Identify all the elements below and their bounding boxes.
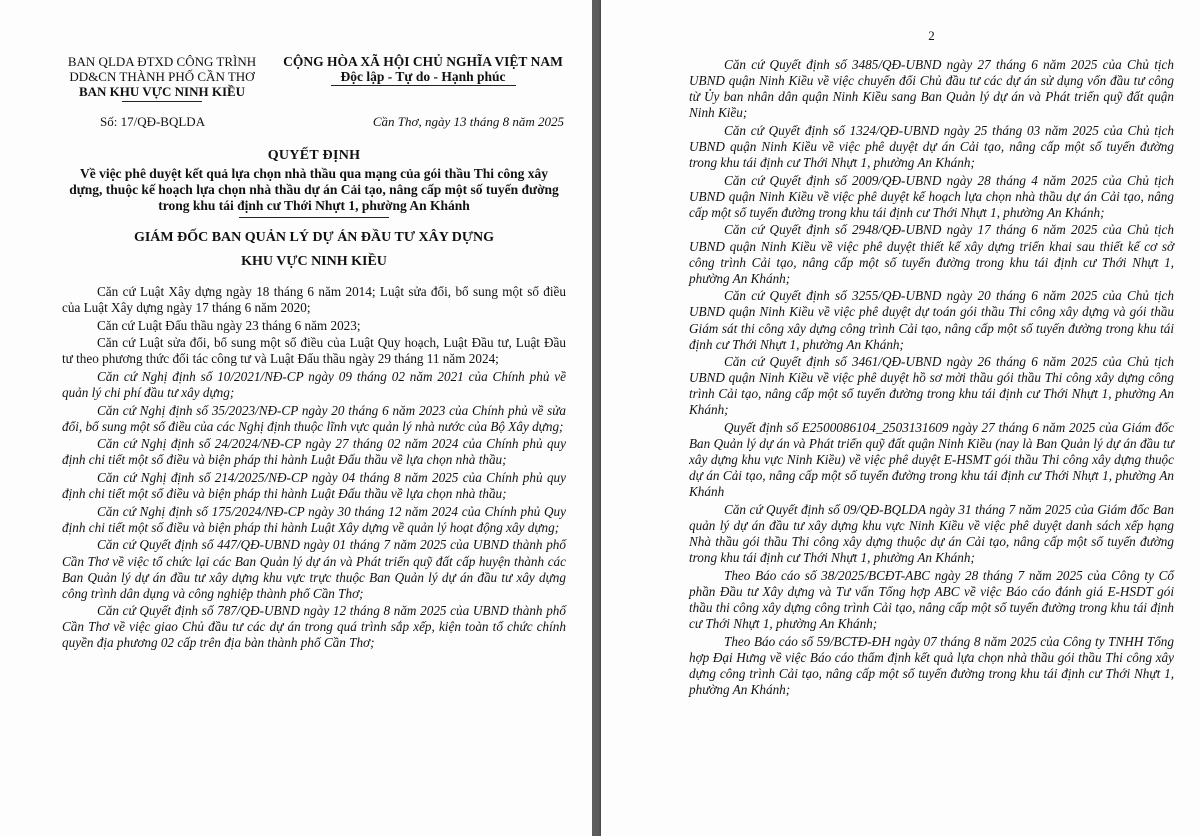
legal-basis-list: [62, 284, 566, 652]
subject-underline: [239, 217, 389, 218]
document-number: Số: 17/QĐ-BQLDA: [100, 114, 206, 129]
legal-basis-item: Căn cứ Nghị định số 175/2024/NĐ-CP ngày 30 tháng 12 năm 2024 của Chính phủ Quy định chi tiết một số điều và biện pháp thi hành Luật Xây dựng về quản lý hoạt động xây dựng;: [62, 503, 566, 535]
issuing-organization: [62, 54, 262, 102]
document-meta: [62, 114, 566, 130]
legal-basis-item: Căn cứ Quyết định số 2948/QĐ-UBND ngày 17 tháng 6 năm 2025 của Chủ tịch UBND quận Ninh Kiều về việc phê duyệt thiết kế xây dựng triển khai sau thiết kế cơ sở công trình Cải tạo, nâng cấp một số tuyến đường trong khu tái định cư Thới Nhựt 1, phường An Khánh;: [689, 222, 1174, 286]
document-page-2: [601, 0, 1200, 836]
document-subject: Về việc phê duyệt kết quả lựa chọn nhà thầu qua mạng của gói thầu Thi công xây dựng, thuộc kế hoạch lựa chọn nhà thầu dự án Cải tạo, nâng cấp một số tuyến đường trong khu tái định cư Thới Nhựt 1, phường An Khánh: [69, 166, 559, 213]
legal-basis-item: Căn cứ Nghị định số 35/2023/NĐ-CP ngày 20 tháng 6 năm 2023 của Chính phủ về sửa đổi, bổ sung một số điều của các Nghị định thuộc lĩnh vực quản lý nhà nước của Bộ Xây dựng;: [62, 402, 566, 434]
legal-basis-item: Theo Báo cáo số 59/BCTĐ-ĐH ngày 07 tháng 8 năm 2025 của Công ty TNHH Tổng hợp Đại Hưng về việc Báo cáo thẩm định kết quả lựa chọn nhà thầu gói thầu Thi công xây dựng công trình Cải tạo, nâng cấp một số tuyến đường trong khu tái định cư Thới Nhựt 1, phường An Khánh;: [689, 633, 1174, 698]
legal-basis-item: Căn cứ Luật Đấu thầu ngày 23 tháng 6 năm 2023;: [97, 317, 361, 333]
nation-name: CỘNG HÒA XÃ HỘI CHỦ NGHĨA VIỆT NAM: [283, 54, 563, 69]
legal-basis-item: Căn cứ Luật sửa đổi, bổ sung một số điều của Luật Quy hoạch, Luật Đầu tư, Luật Đầu tư theo phương thức đối tác công tư và Luật Đấu thầu ngày 29 tháng 11 năm 2024;: [62, 335, 566, 367]
document-header: [62, 54, 566, 102]
legal-basis-item: Căn cứ Nghị định số 214/2025/NĐ-CP ngày 04 tháng 8 năm 2025 của Chính phủ quy định chi tiết một số điều và biện pháp thi hành Luật Đấu thầu về lựa chọn nhà thầu;: [62, 470, 566, 502]
org-underline: [122, 101, 202, 102]
legal-basis-item: Căn cứ Nghị định số 24/2024/NĐ-CP ngày 27 tháng 02 năm 2024 của Chính phủ quy định chi tiết một số điều và biện pháp thi hành Luật Đấu thầu về lựa chọn nhà thầu;: [62, 436, 566, 468]
legal-basis-item: Căn cứ Quyết định số 447/QĐ-UBND ngày 01 tháng 7 năm 2025 của UBND thành phố Cần Thơ về việc tổ chức lại các Ban Quản lý dự án và Phát triển quỹ đất cấp huyện thành các Ban Quản lý dự án đầu tư xây dựng khu vực trực thuộc Ban Quản lý dự án đầu tư xây dựng công trình dân dụng và công nghiệp thành phố Cần Thơ;: [62, 537, 566, 601]
page-number: 2: [928, 28, 935, 43]
document-page-1: [0, 0, 592, 836]
national-title: [280, 54, 566, 102]
page-gap: [592, 0, 601, 836]
org-line-3: BAN KHU VỰC NINH KIỀU: [78, 84, 246, 99]
legal-basis-item: Quyết định số E2500086104_2503131609 ngày 27 tháng 6 năm 2025 của Giám đốc Ban Quản lý dự án và Phát triển quỹ đất quận Ninh Kiều (nay là Ban Quản lý dự án đầu tư xây dựng khu vực Ninh Kiều) về việc phê duyệt E-HSMT gói thầu Thi công xây dựng thuộc dự án Cải tạo, nâng cấp một số tuyến đường trong khu tái định cư Thới Nhựt 1, phường An Khánh: [689, 420, 1174, 500]
place-date: Cần Thơ, ngày 13 tháng 8 năm 2025: [372, 114, 564, 129]
legal-basis-item: Theo Báo cáo số 38/2025/BCĐT-ABC ngày 28 tháng 7 năm 2025 của Công ty Cổ phần Đầu tư Xây dựng và Tư vấn Tổng hợp ABC về việc Báo cáo đánh giá E-HSDT gói thầu thi công xây dựng công trình Cải tạo, nâng cấp một số tuyến đường trong khu tái định cư Thới Nhựt 1, phường An Khánh;: [689, 567, 1174, 632]
org-line-2: DD&CN THÀNH PHỐ CẦN THƠ: [69, 69, 255, 84]
legal-basis-item: Căn cứ Luật Xây dựng ngày 18 tháng 6 năm 2014; Luật sửa đổi, bổ sung một số điều của Luật Xây dựng ngày 17 tháng 6 năm 2020;: [62, 284, 566, 316]
authority-line-2: KHU VỰC NINH KIỀU: [241, 254, 387, 269]
legal-basis-item: Căn cứ Quyết định số 787/QĐ-UBND ngày 12 tháng 8 năm 2025 của UBND thành phố Cần Thơ về việc giao Chủ đầu tư các dự án trong quá trình sắp xếp, kiện toàn tổ chức chính quyền địa phương 02 cấp trên địa bàn thành phố Cần Thơ;: [62, 603, 566, 651]
legal-basis-item: Căn cứ Quyết định số 3255/QĐ-UBND ngày 20 tháng 6 năm 2025 của Chủ tịch UBND quận Ninh Kiều về việc phê duyệt dự toán gói thầu Thi công xây dựng và gói thầu Giám sát thi công xây dựng công trình Cải tạo, nâng cấp một số tuyến đường trong khu tái định cư Thới Nhựt 1, phường An Khánh;: [689, 288, 1174, 352]
national-motto: Độc lập - Tự do - Hạnh phúc: [340, 69, 506, 84]
motto-underline: [331, 85, 516, 86]
org-line-1: BAN QLDA ĐTXD CÔNG TRÌNH: [67, 54, 257, 69]
legal-basis-item: Căn cứ Quyết định số 1324/QĐ-UBND ngày 25 tháng 03 năm 2025 của Chủ tịch UBND quận Ninh Kiều về việc phê duyệt dự án Cải tạo, nâng cấp một số tuyến đường trong khu tái định cư Thới Nhựt 1, phường An Khánh;: [689, 122, 1174, 171]
issuing-authority: [62, 226, 566, 274]
legal-basis-item: Căn cứ Quyết định số 3485/QĐ-UBND ngày 27 tháng 6 năm 2025 của Chủ tịch UBND quận Ninh Kiều về việc chuyển đổi Chủ đầu tư các dự án sử dụng vốn đầu tư công từ Ủy ban nhân dân quận Ninh Kiều sang Ban Quản lý dự án và Phát triển quỹ đất quận Ninh Kiều;: [689, 57, 1174, 121]
authority-line-1: GIÁM ĐỐC BAN QUẢN LÝ DỰ ÁN ĐẦU TƯ XÂY DỰNG: [133, 230, 495, 245]
document-type: QUYẾT ĐỊNH: [267, 148, 361, 163]
legal-basis-list-continued: [689, 57, 1174, 698]
legal-basis-item: Căn cứ Quyết định số 2009/QĐ-UBND ngày 28 tháng 4 năm 2025 của Chủ tịch UBND quận Ninh Kiều về việc phê duyệt kế hoạch lựa chọn nhà thầu dự án Cải tạo, nâng cấp một số tuyến đường trong khu tái định cư Thới Nhựt 1, phường An Khánh;: [689, 172, 1174, 220]
legal-basis-item: Căn cứ Quyết định số 3461/QĐ-UBND ngày 26 tháng 6 năm 2025 của Chủ tịch UBND quận Ninh Kiều về việc phê duyệt hồ sơ mời thầu gói thầu Thi công xây dựng công trình Cải tạo, nâng cấp một số tuyến đường trong khu tái định cư Thới Nhựt 1, phường An Khánh;: [689, 354, 1174, 418]
legal-basis-item: Căn cứ Nghị định số 10/2021/NĐ-CP ngày 09 tháng 02 năm 2021 của Chính phủ về quản lý chi phí đầu tư xây dựng;: [62, 368, 566, 401]
legal-basis-item: Căn cứ Quyết định số 09/QĐ-BQLDA ngày 31 tháng 7 năm 2025 của Giám đốc Ban quản lý dự án đầu tư xây dựng khu vực Ninh Kiều về việc phê duyệt danh sách xếp hạng Nhà thầu gói thầu Thi công xây dựng thuộc dự án Cải tạo, nâng cấp một số tuyến đường trong khu tái định cư Thới Nhựt 1, phường An Khánh;: [689, 502, 1174, 566]
